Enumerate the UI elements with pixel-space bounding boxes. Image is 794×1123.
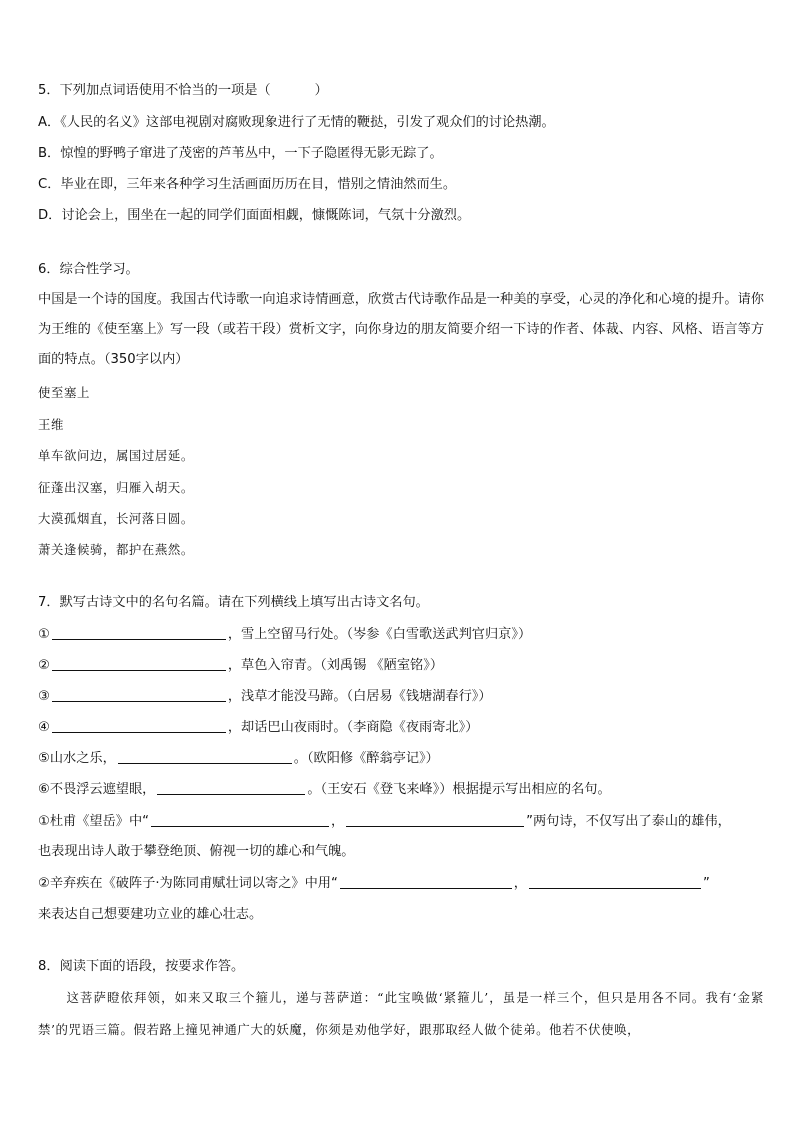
answer-blank[interactable] — [52, 625, 226, 640]
q5-option-d: D．讨论会上，围坐在一起的同学们面面相觑，慷慨陈词，气氛十分激烈。 — [38, 208, 471, 223]
answer-blank[interactable] — [52, 718, 226, 733]
q7-stem: 7．默写古诗文中的名句名篇。请在下列横线上填写出古诗文名句。 — [38, 595, 429, 610]
q5-stem: 5．下列加点词语使用不恰当的一项是（ ） — [38, 83, 328, 98]
q6-stem: 6．综合性学习。 — [38, 262, 139, 277]
poem-title: 使至塞上 — [38, 385, 90, 400]
q7-item-5: ⑤山水之乐， 。（欧阳修《醉翁亭记》） — [38, 751, 439, 766]
q7-item-3: ③ ，浅草才能没马蹄。（白居易《钱塘湖春行》） — [38, 689, 492, 704]
answer-blank[interactable] — [340, 874, 512, 889]
answer-blank[interactable] — [346, 812, 524, 827]
q7-sub2-cont: 来表达自己想要建功立业的雄心壮志。 — [38, 907, 263, 922]
answer-blank[interactable] — [151, 812, 329, 827]
poem-line-2: 征蓬出汉塞，归雁入胡天。 — [38, 480, 194, 495]
q6-body: 中国是一个诗的国度。我国古代诗歌一向追求诗情画意，欣赏古代诗歌作品是一种美的享受，心灵的净化和心境的提升。请你为王维的《使至塞上》写一段（或若干段）赏析文字，向你身边的朋友简要介绍一下诗的作者、体裁、内容、风格、语言等方面的特点。（350字以内） — [38, 292, 764, 367]
answer-blank[interactable] — [52, 656, 226, 671]
q5-option-c: C．毕业在即，三年来各种学习生活画面历历在目，惜别之情油然而生。 — [38, 177, 457, 192]
q5-option-b: B．惊惶的野鸭子窜进了茂密的芦苇丛中，一下子隐匿得无影无踪了。 — [38, 146, 443, 161]
q8-passage: 这菩萨瞪依拜领，如来又取三个箍儿，递与菩萨道：“此宝唤做‘紧箍儿’，虽是一样三个，但只是用各不同。我有‘金紧禁’的咒语三篇。假若路上撞见神通广大的妖魔，你须是劝他学好，跟那取经人做个徒弟。他若不伏使唤， — [38, 990, 764, 1037]
poem-line-3: 大漠孤烟直，长河落日圆。 — [38, 511, 194, 526]
q7-item-1: ① ，雪上空留马行处。（岑参《白雪歌送武判官归京》） — [38, 627, 532, 642]
q7-sub2: ②辛弃疾在《破阵子·为陈同甫赋壮词以寄之》中用“ ， ” — [38, 876, 710, 891]
answer-blank[interactable] — [118, 749, 292, 764]
q7-sub1: ①杜甫《望岳》中“ ， ”两句诗，不仅写出了泰山的雄伟， — [38, 814, 731, 829]
q7-item-2: ② ，草色入帘青。（刘禹锡 《陋室铭》） — [38, 658, 444, 673]
answer-blank[interactable] — [529, 874, 701, 889]
answer-blank[interactable] — [52, 687, 226, 702]
poem-author: 王维 — [38, 417, 64, 432]
q7-item-4: ④ ，却话巴山夜雨时。（李商隐《夜雨寄北》） — [38, 720, 479, 735]
q8-stem: 8．阅读下面的语段，按要求作答。 — [38, 959, 245, 974]
q7-item-6: ⑥不畏浮云遮望眼， 。（王安石《登飞来峰》）根据提示写出相应的名句。 — [38, 782, 611, 797]
poem-line-1: 单车欲问边，属国过居延。 — [38, 448, 194, 463]
q7-sub1-cont: 也表现出诗人敢于攀登绝顶、俯视一切的雄心和气魄。 — [38, 844, 355, 859]
poem-line-4: 萧关逢候骑，都护在燕然。 — [38, 542, 194, 557]
answer-blank[interactable] — [157, 780, 305, 795]
q5-option-a: A．《人民的名义》这部电视剧对腐败现象进行了无情的鞭挞，引发了观众们的讨论热潮。 — [38, 115, 555, 130]
